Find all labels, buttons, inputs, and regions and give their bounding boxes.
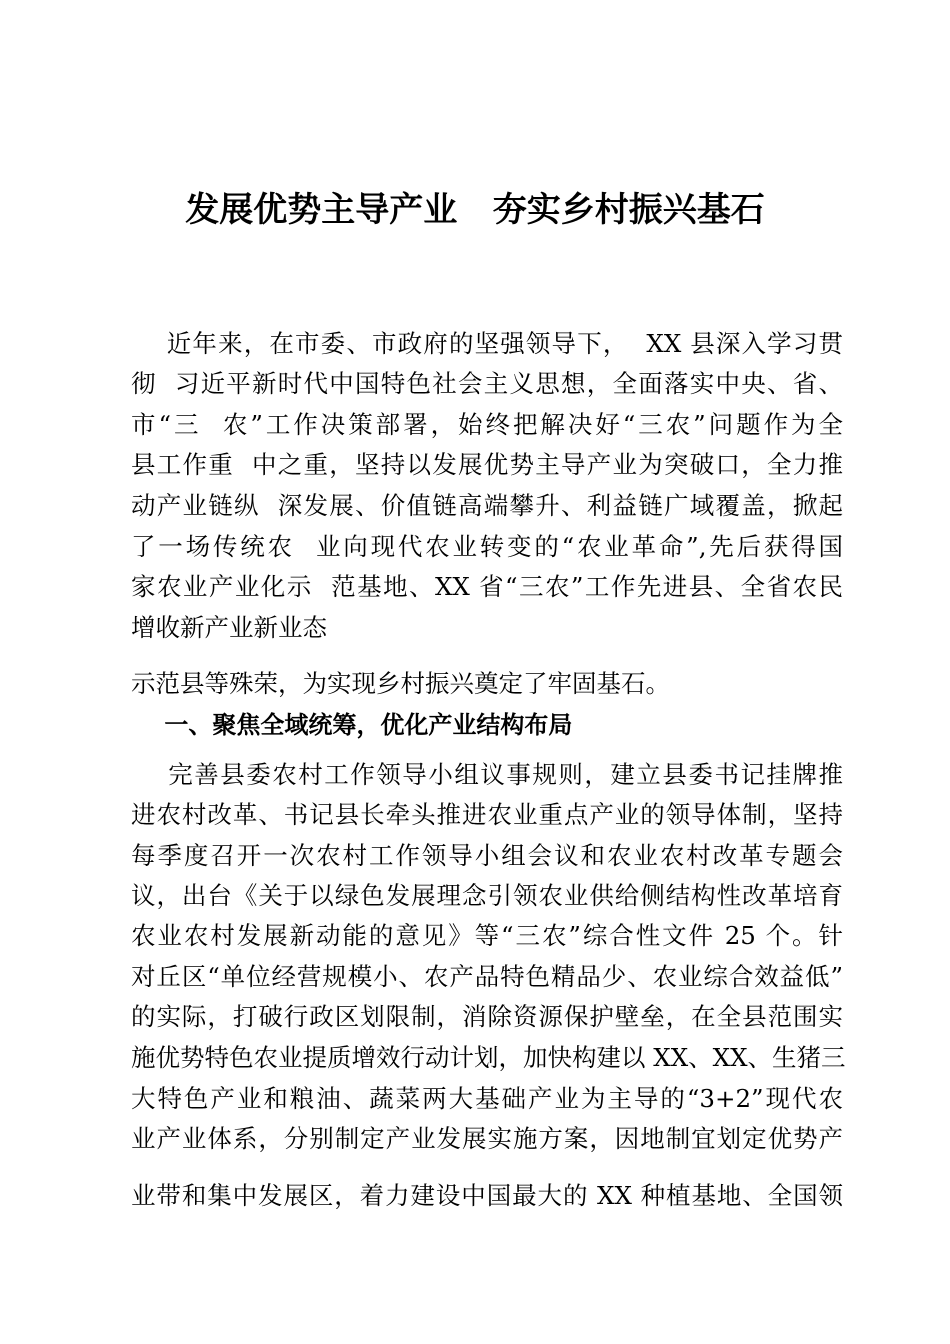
paragraph-line: 业产业体系，分别制定产业发展实施方案，因地制宜划定优势产 (131, 1124, 843, 1153)
paragraph-line: 县工作重 中之重，坚持以发展优势主导产业为突破口，全力推 (131, 450, 843, 479)
paragraph-line: 的实际，打破行政区划限制，消除资源保护壁垒，在全县范围实 (131, 1002, 843, 1031)
paragraph-line: 进农村改革、书记县长牵头推进农业重点产业的领导体制，坚持 (131, 800, 843, 829)
paragraph-line: 示范县等殊荣，为实现乡村振兴奠定了牢固基石。 (131, 669, 670, 698)
paragraph-line: 大特色产业和粮油、蔬菜两大基础产业为主导的“3+2”现代农 (131, 1084, 843, 1113)
paragraph-line: 施优势特色农业提质增效行动计划，加快构建以 XX、XX、生猪三 (131, 1043, 846, 1072)
paragraph-line: 动产业链纵 深发展、价值链高端攀升、利益链广域覆盖，掀起 (131, 491, 843, 520)
paragraph-line: 业带和集中发展区，着力建设中国最大的 XX 种植基地、全国领 (131, 1181, 843, 1210)
paragraph-line: 彻 习近平新时代中国特色社会主义思想，全面落实中央、省、 (131, 369, 843, 398)
paragraph-line: 农业农村发展新动能的意见》等“三农”综合性文件 25 个。针 (131, 921, 843, 950)
paragraph-line: 家农业产业化示 范基地、XX 省“三农”工作先进县、全省农民 (131, 572, 843, 601)
paragraph-line: 议，出台《关于以绿色发展理念引领农业供给侧结构性改革培育 (131, 881, 843, 910)
paragraph-line: 了一场传统农 业向现代农业转变的“农业革命”,先后获得国 (131, 532, 843, 561)
paragraph-line: 完善县委农村工作领导小组议事规则，建立县委书记挂牌推 (131, 760, 843, 789)
paragraph-line: 对丘区“单位经营规模小、农产品特色精品少、农业综合效益低” (131, 962, 843, 991)
document-title: 发展优势主导产业 夯实乡村振兴基石 (185, 190, 765, 230)
paragraph-line: 增收新产业新业态 (131, 613, 327, 642)
section-heading: 一、聚焦全域统筹，优化产业结构布局 (131, 711, 573, 739)
paragraph-line: 近年来，在市委、市政府的坚强领导下， XX 县深入学习贯 (131, 329, 843, 358)
paragraph-line: 市“三 农”工作决策部署，始终把解决好“三农”问题作为全 (131, 410, 843, 439)
paragraph-line: 每季度召开一次农村工作领导小组会议和农业农村改革专题会 (131, 841, 843, 870)
